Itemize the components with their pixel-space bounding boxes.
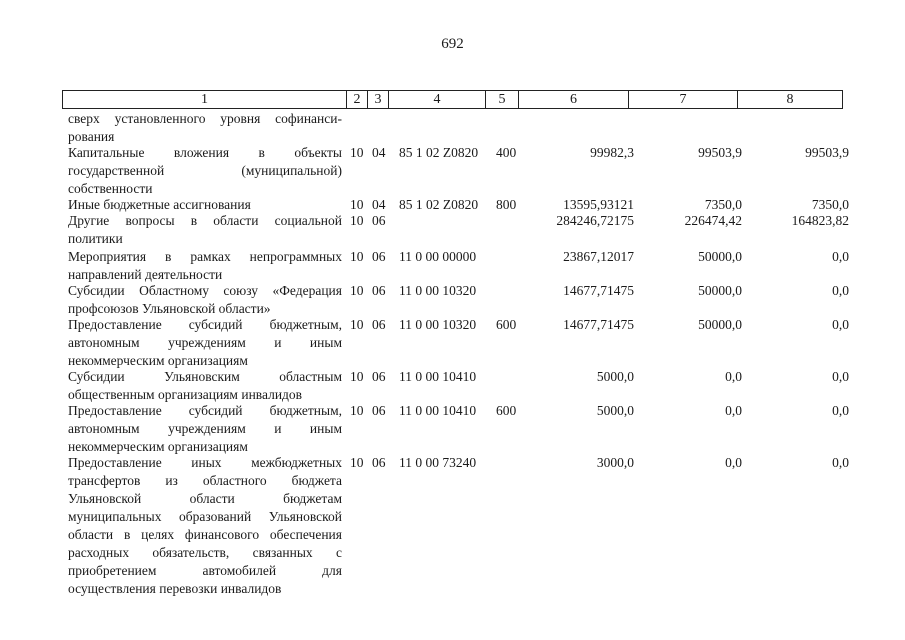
amount-col8: 0,0 <box>832 283 849 298</box>
column-header: 4 <box>389 91 486 109</box>
section-code: 10 <box>350 197 364 212</box>
expense-type-code: 600 <box>496 317 517 332</box>
amount-col6: 5000,0 <box>596 369 634 384</box>
row-name: сверх установленного уровня софинанси-рования <box>68 111 342 144</box>
target-code: 85 1 02 Z0820 <box>399 145 479 160</box>
amount-col7: 99503,9 <box>698 145 742 160</box>
row-name: Предоставление субсидий бюджетным, автономным учреждениям и иным некоммерческим организациям <box>68 403 342 454</box>
amount-col8: 99503,9 <box>805 145 849 160</box>
amount-col6: 5000,0 <box>596 403 634 418</box>
subsection-code: 06 <box>372 249 386 264</box>
row-name: Субсидии Ульяновским областным общественным организациям инвалидов <box>68 369 342 402</box>
subsection-code: 06 <box>372 403 386 418</box>
row-name: Иные бюджетные ассигнования <box>68 197 251 212</box>
amount-col8: 0,0 <box>832 369 849 384</box>
expense-type-code: 800 <box>496 197 517 212</box>
amount-col8: 0,0 <box>832 249 849 264</box>
target-code: 11 0 00 00000 <box>399 249 477 264</box>
amount-col8: 0,0 <box>832 403 849 418</box>
amount-col6: 14677,71475 <box>563 283 634 298</box>
row-name: Капитальные вложения в объекты государственной (муниципальной) собственности <box>68 145 342 196</box>
section-code: 10 <box>350 455 364 470</box>
amount-col7: 50000,0 <box>698 249 742 264</box>
subsection-code: 06 <box>372 455 386 470</box>
row-name: Субсидии Областному союзу «Федерация профсоюзов Ульяновской области» <box>68 283 342 316</box>
amount-col8: 164823,82 <box>791 213 849 228</box>
section-code: 10 <box>350 213 364 228</box>
amount-col7: 0,0 <box>725 455 742 470</box>
amount-col6: 99982,3 <box>590 145 634 160</box>
amount-col6: 13595,93121 <box>563 197 634 212</box>
section-code: 10 <box>350 145 364 160</box>
column-header: 8 <box>738 91 843 109</box>
row-name: Предоставление иных межбюджетных трансфертов из областного бюджета Ульяновской области бюджетам муниципальных образований Ульяновской области в целях финансового обеспечения расходных обязательств, связанных с приобретением автомобилей для осуществления перевозки инвалидов <box>68 455 342 596</box>
expense-type-code: 600 <box>496 403 517 418</box>
target-code: 11 0 00 10320 <box>399 283 477 298</box>
amount-col7: 0,0 <box>725 403 742 418</box>
column-header: 7 <box>629 91 738 109</box>
column-header: 2 <box>347 91 368 109</box>
amount-col7: 0,0 <box>725 369 742 384</box>
row-name: Другие вопросы в области социальной политики <box>68 213 342 246</box>
subsection-code: 06 <box>372 369 386 384</box>
row-name: Предоставление субсидий бюджетным, автономным учреждениям и иным некоммерческим организациям <box>68 317 342 368</box>
column-header-row <box>63 91 843 109</box>
amount-col7: 7350,0 <box>704 197 742 212</box>
amount-col6: 3000,0 <box>596 455 634 470</box>
page-number: 692 <box>441 36 464 52</box>
amount-col7: 50000,0 <box>698 283 742 298</box>
amount-col8: 7350,0 <box>811 197 849 212</box>
column-header: 6 <box>519 91 629 109</box>
column-header: 1 <box>63 91 347 109</box>
target-code: 11 0 00 73240 <box>399 455 477 470</box>
section-code: 10 <box>350 369 364 384</box>
target-code: 11 0 00 10320 <box>399 317 477 332</box>
subsection-code: 04 <box>372 197 386 212</box>
subsection-code: 04 <box>372 145 386 160</box>
expense-type-code: 400 <box>496 145 517 160</box>
target-code: 11 0 00 10410 <box>399 369 477 384</box>
section-code: 10 <box>350 317 364 332</box>
amount-col8: 0,0 <box>832 455 849 470</box>
row-name: Мероприятия в рамках непрограммных направлений деятельности <box>68 249 342 282</box>
section-code: 10 <box>350 403 364 418</box>
column-header: 3 <box>368 91 389 109</box>
amount-col6: 14677,71475 <box>563 317 634 332</box>
amount-col7: 226474,42 <box>684 213 742 228</box>
amount-col8: 0,0 <box>832 317 849 332</box>
target-code: 11 0 00 10410 <box>399 403 477 418</box>
subsection-code: 06 <box>372 213 386 228</box>
subsection-code: 06 <box>372 317 386 332</box>
amount-col6: 284246,72175 <box>556 213 634 228</box>
column-header-table <box>62 90 843 109</box>
section-code: 10 <box>350 283 364 298</box>
section-code: 10 <box>350 249 364 264</box>
target-code: 85 1 02 Z0820 <box>399 197 479 212</box>
subsection-code: 06 <box>372 283 386 298</box>
column-header: 5 <box>486 91 519 109</box>
amount-col7: 50000,0 <box>698 317 742 332</box>
amount-col6: 23867,12017 <box>563 249 634 264</box>
